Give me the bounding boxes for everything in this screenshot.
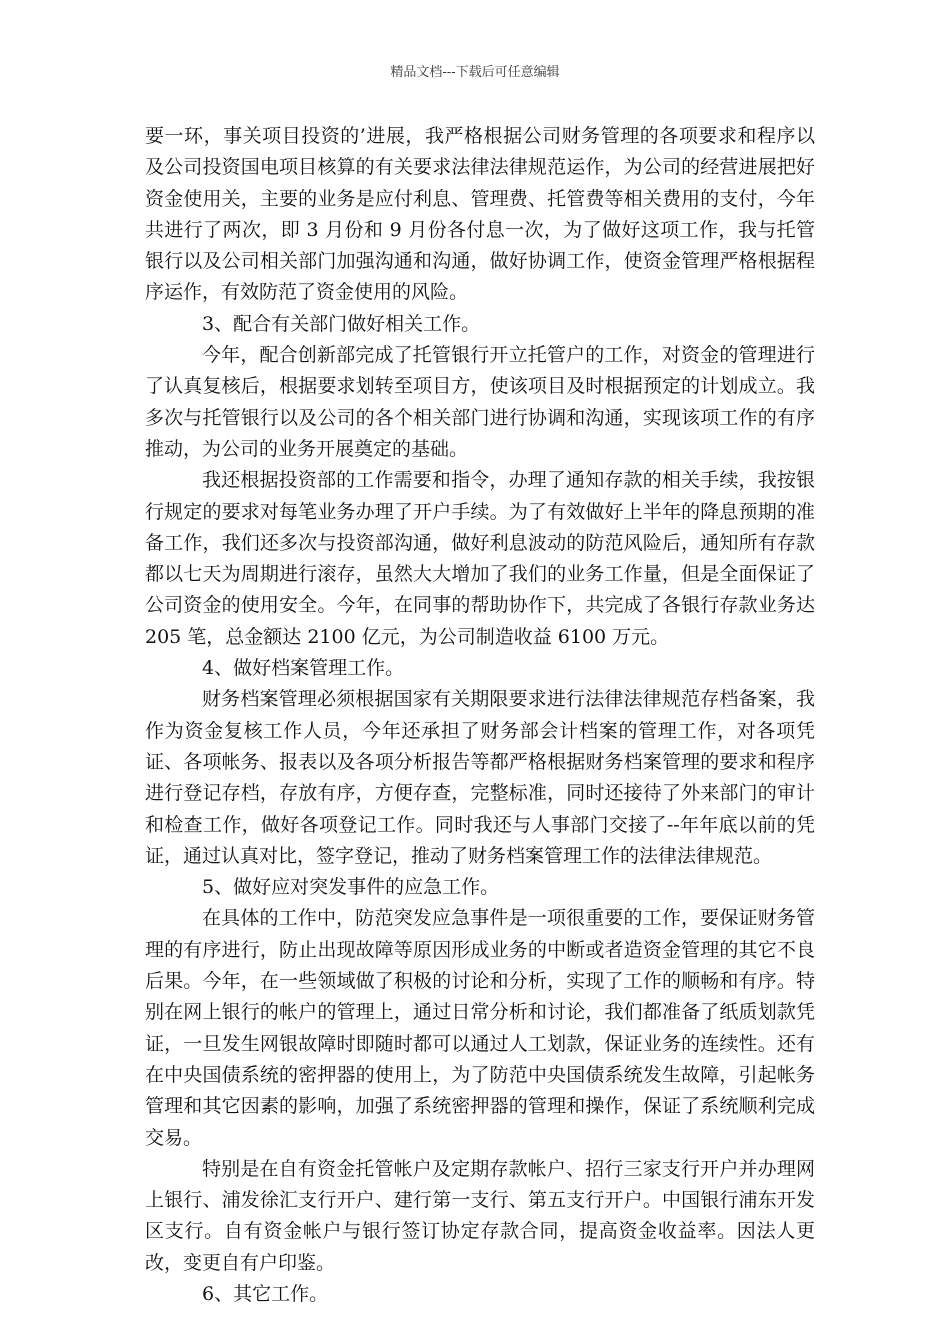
paragraph-6: 特别是在自有资金托管帐户及定期存款帐户、招行三家支行开户并办理网上银行、浦发徐汇支行开户、建行第一支行、第五支行开户。中国银行浦东开发区支行。自有资金帐户与银行签订协定存款合同，提高资金收益率。因法人更改，变更自有户印鉴。 (145, 1157, 815, 1274)
section-heading-4: 4、做好档案管理工作。 (202, 657, 405, 680)
section-heading-5: 5、做好应对突发事件的应急工作。 (202, 876, 500, 899)
page-header: 精品文档---下载后可任意编辑 (390, 65, 560, 80)
paragraph-1: 要一环，事关项目投资的’进展，我严格根据公司财务管理的各项要求和程序以及公司投资国电项目核算的有关要求法律法律规范运作，为公司的经营进展把好资金使用关，主要的业务是应付利息、管理费、托管费等相关费用的支付，今年共进行了两次，即 3 月份和 9 月份各付息一次，为了做好这项工作，我与托管银行以及公司相关部门加强沟通和沟通，做好协调工作，使资金管理严格根据程序运作，有效防范了资金使用的风险。 (145, 125, 815, 304)
paragraph-3: 我还根据投资部的工作需要和指令，办理了通知存款的相关手续，我按银行规定的要求对每笔业务办理了开户手续。为了有效做好上半年的降息预期的准备工作，我们还多次与投资部沟通，做好利息波动的防范风险后，通知所有存款都以七天为周期进行滚存，虽然大大增加了我们的业务工作量，但是全面保证了公司资金的使用安全。今年，在同事的帮助协作下，共完成了各银行存款业务达 205 笔，总金额达 2100 亿元，为公司制造收益 6100 万元。 (145, 469, 815, 648)
paragraph-4: 财务档案管理必须根据国家有关期限要求进行法律法律规范存档备案，我作为资金复核工作人员，今年还承担了财务部会计档案的管理工作，对各项凭证、各项帐务、报表以及各项分析报告等都严格根据财务档案管理的要求和程序进行登记存档，存放有序，方便存查，完整标准，同时还接待了外来部门的审计和检查工作，做好各项登记工作。同时我还与人事部门交接了--年年底以前的凭证，通过认真对比，签字登记，推动了财务档案管理工作的法律法律规范。 (145, 688, 815, 867)
paragraph-2: 今年，配合创新部完成了托管银行开立托管户的工作，对资金的管理进行了认真复核后，根据要求划转至项目方，使该项目及时根据预定的计划成立。我多次与托管银行以及公司的各个相关部门进行协调和沟通，实现该项工作的有序推动，为公司的业务开展奠定的基础。 (145, 344, 815, 460)
document-body (145, 121, 815, 1310)
paragraph-5: 在具体的工作中，防范突发应急事件是一项很重要的工作，要保证财务管理的有序进行，防止出现故障等原因形成业务的中断或者造资金管理的其它不良后果。今年，在一些领域做了积极的讨论和分析，实现了工作的顺畅和有序。特别在网上银行的帐户的管理上，通过日常分析和讨论，我们都准备了纸质划款凭证，一旦发生网银故障时即随时都可以通过人工划款，保证业务的连续性。还有在中央国债系统的密押器的使用上，为了防范中央国债系统发生故障，引起帐务管理和其它因素的影响，加强了系统密押器的管理和操作，保证了系统顺利完成交易。 (145, 907, 815, 1149)
section-heading-3: 3、配合有关部门做好相关工作。 (202, 312, 481, 335)
section-heading-6: 6、其它工作。 (202, 1282, 329, 1305)
